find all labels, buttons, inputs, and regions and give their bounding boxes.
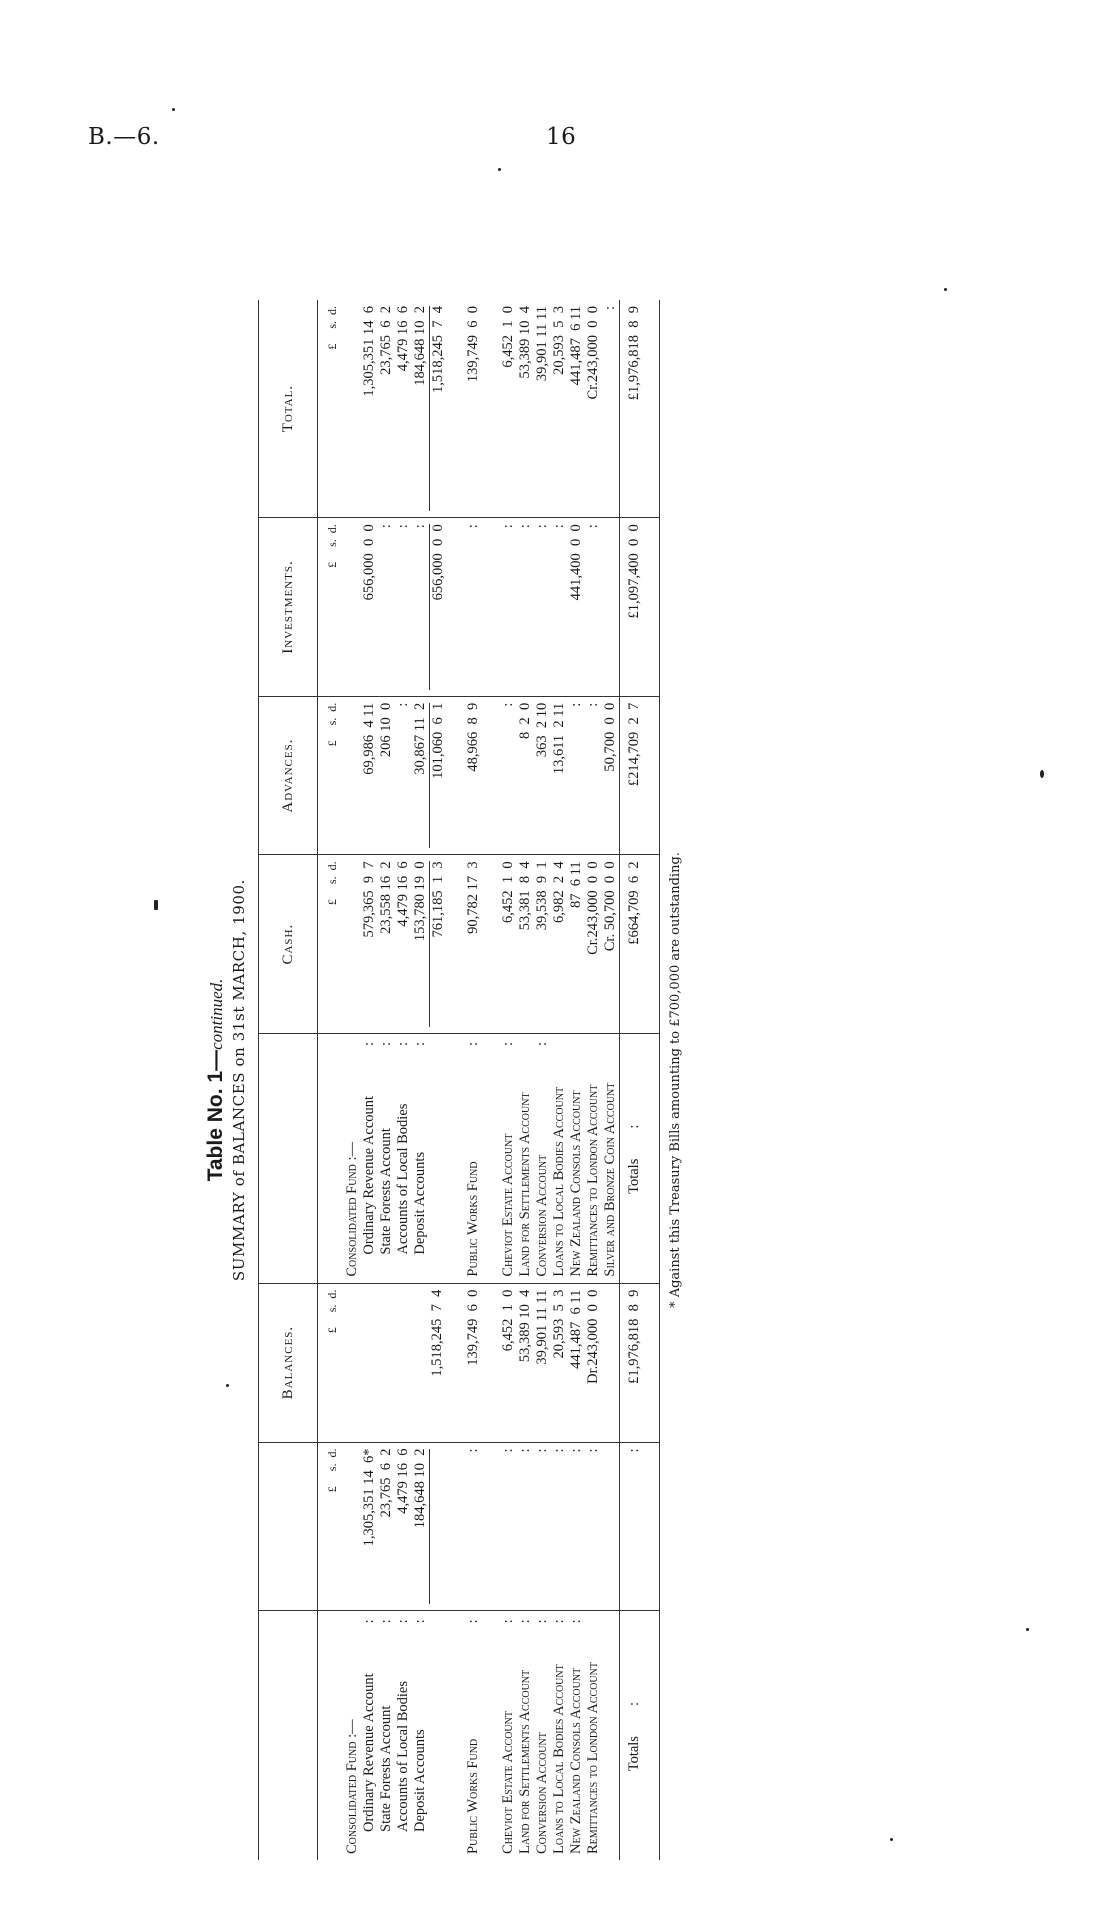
cash-value: 4,479 16 6 — [395, 861, 411, 927]
cash-value: 579,365 9 7 — [361, 861, 377, 938]
cash-value: 23,558 16 2 — [378, 861, 394, 934]
cash-total: £664,709 6 2 — [626, 861, 642, 945]
speck-mark — [890, 1838, 893, 1841]
investments-value: 656,000 0 0 — [361, 524, 377, 601]
account-label: Cheviot Estate Account : — [500, 1617, 516, 1854]
cash-header: Cash. — [259, 855, 318, 1033]
advances-header: Advances. — [259, 696, 318, 855]
account-balance: Dr.243,000 0 0 — [585, 1289, 601, 1384]
consolidated-fund-label: Consolidated Fund :— — [344, 1719, 360, 1854]
advances-value: 206 10 0 — [378, 702, 394, 758]
accounts-block: Cheviot Estate Account : Land for Settlements Account : Conversion Account : Loans to Local Bodies Account : New Zealand Consols Account : Remittances to London Account : : : : : : 6,452 1 0 53,389 10 4 39,901 11 11 20,593 5 3 441,487 6 11 Dr.243,000 0 0 Cheviot Estate Account : Land for Settlements Account Conversion Account : Loans to Local Bodies Account New Zealand Consols Account Remittances to London Account Silver and Bronze Coin Account 6,452 1 0 53,381 8 4 39,538 9 1 6,982 2 4 87 6 11 Cr.243,000 0 0 Cr. 50,700 0 0 : 8 2 0 363 2 10 13,611 2 11 : : 50,700 0 0 : : : : 441,400 0 0 : 6,452 1 0 53,389 10 4 39,901 11 11 20,593 5 3 441,487 6 11 Cr.243,000 0 0 : — [500, 300, 620, 1860]
investments-total: £1,097,400 0 0 — [626, 524, 642, 619]
total-header: Total. — [259, 300, 318, 518]
grand-total: £1,976,818 8 9 — [626, 306, 642, 401]
account-label: Loans to Local Bodies Account : — [551, 1617, 567, 1854]
speck-mark — [172, 108, 175, 111]
public-works-row: Public Works Fund : : 139,749 6 0 Public Works Fund : 90,782 17 3 48,966 8 9 : 139,749 6 0 — [447, 300, 500, 1860]
total-value: 4,479 16 6 — [395, 306, 411, 372]
advances-subtotal: 101,060 6 1 — [430, 702, 446, 779]
left-item-label: Accounts of Local Bodies : — [395, 1617, 411, 1832]
total-value: 184,648 10 2 — [412, 306, 430, 511]
left-item-amount: 23,765 6 2 — [378, 1448, 394, 1518]
investments-value: : — [378, 524, 394, 529]
cash-subtotal: 761,185 1 3 — [430, 861, 446, 938]
rotated-table-page — [200, 240, 840, 1920]
account-balance: 441,487 6 11 — [568, 1289, 584, 1369]
account-balance: 20,593 5 3 — [551, 1289, 567, 1359]
left-item-label: Ordinary Revenue Account : — [361, 1617, 377, 1832]
left-label-header — [259, 1611, 318, 1860]
balances-total: £1,976,818 8 9 — [626, 1289, 642, 1384]
totals-row: Totals: : £1,976,818 8 9 Totals: £664,709 6 2 £214,709 2 7 £1,097,400 0 0 £1,976,818 8 9 — [620, 300, 660, 1860]
consolidated-balance: 1,518,245 7 4 — [429, 1289, 445, 1377]
advances-total: £214,709 2 7 — [626, 702, 642, 787]
units-row: £ s. d. £ s. d. £ s. d. £ s. d. £ s. d. £ s. d. — [318, 300, 345, 1860]
left-item-amount: 4,479 16 6 — [395, 1448, 411, 1514]
speck-mark — [1040, 770, 1044, 778]
total-value: 23,765 6 2 — [378, 306, 394, 375]
balances-header: Balances. — [259, 1283, 318, 1442]
left-item-amount: 1,305,351 14 6* — [361, 1448, 377, 1547]
advances-value: 69,986 4 11 — [361, 702, 377, 775]
advances-value: : — [395, 702, 411, 707]
account-label: Remittances to London Account — [585, 1662, 601, 1854]
consolidated-fund-block: Consolidated Fund :— Ordinary Revenue Account : State Forests Account : Accounts of Local Bodies : Deposit Accounts : 1,305,351 14 6* 23,765 6 2 4,479 16 6 184,648 10 2 1,518,245 7 4 Consolidated Fund :— Ordinary Revenue Account : State Forests Account : Accounts of Local Bodies : Deposit Accounts : 579,365 9 7 23,558 16 2 4,479 16 6 153,780 19 0 761,185 1 3 69,986 4 11 206 10 0 : 30,867 11 2 101,060 6 1 656,000 0 0 : : : 656,000 0 0 1,305,351 14 6 23,765 6 2 4,479 16 6 184,648 10 2 1,518,245 7 4 — [344, 300, 447, 1860]
speck-mark — [944, 288, 947, 291]
total-value: 1,305,351 14 6 — [361, 306, 377, 397]
investments-value: : — [395, 524, 411, 529]
right-label-header — [259, 1033, 318, 1283]
account-balance: 39,901 11 11 — [534, 1289, 550, 1365]
account-label: Conversion Account : — [534, 1617, 550, 1854]
investments-value: : — [412, 524, 430, 690]
account-balance: 6,452 1 0 — [500, 1289, 516, 1352]
left-item-amount: 184,648 10 2 — [412, 1449, 430, 1605]
table-subtitle: SUMMARY of BALANCES on 31st MARCH, 1900. — [230, 878, 248, 1282]
account-label: New Zealand Consols Account : — [568, 1617, 584, 1854]
balances-summary-table — [258, 300, 660, 1860]
table-title: Table No. 1—continued. — [204, 978, 227, 1182]
account-label: Land for Settlements Account : — [517, 1617, 533, 1854]
speck-mark — [1026, 1628, 1029, 1631]
footnote: * Against this Treasury Bills amounting to £700,000 are outstanding. — [668, 852, 683, 1308]
page-number: 16 — [546, 124, 577, 150]
cash-value: 153,780 19 0 — [412, 861, 430, 1026]
left-item-label: State Forests Account : — [378, 1617, 394, 1832]
left-item-label: Deposit Accounts : — [412, 1617, 428, 1832]
speck-mark — [154, 900, 158, 910]
page-reference: B.—6. — [88, 124, 160, 150]
left-amount-header — [259, 1442, 318, 1611]
investments-header: Investments. — [259, 518, 318, 697]
speck-mark — [498, 168, 501, 171]
account-balance: 53,389 10 4 — [517, 1289, 533, 1363]
advances-value: 30,867 11 2 — [412, 703, 430, 849]
total-subtotal: 1,518,245 7 4 — [430, 306, 446, 393]
investments-subtotal: 656,000 0 0 — [430, 524, 446, 601]
